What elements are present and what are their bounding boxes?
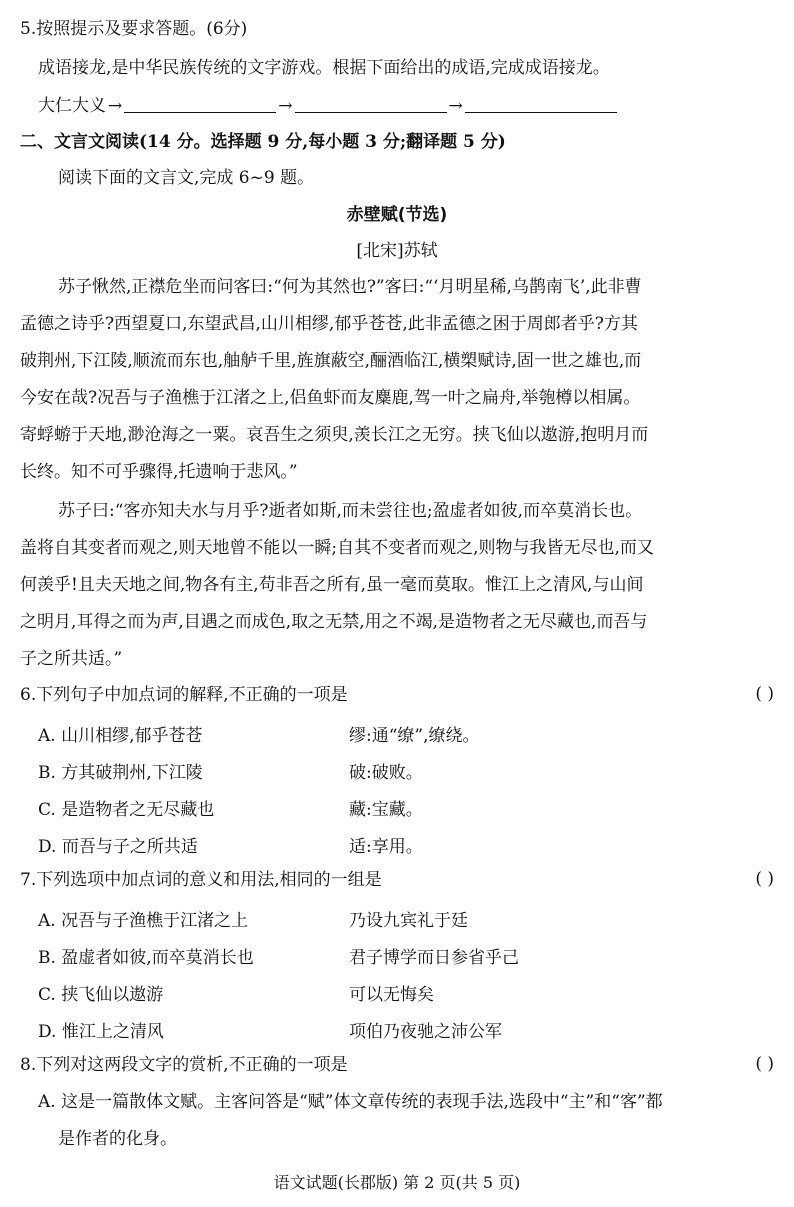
passage-line: 何羡乎!且夫天地之间,物各有主,苟非吾之所有,虽一毫而莫取。惟江上之清风,与山间 <box>20 575 644 595</box>
idiom-chain <box>38 95 617 117</box>
arrow-icon: → <box>448 96 463 116</box>
q6-option-b-gloss: 破:破败。 <box>349 763 423 783</box>
q7-stem: 7.下列选项中加点词的意义和用法,相同的一组是 <box>20 870 382 890</box>
passage-line: 之明月,耳得之而为声,目遇之而成色,取之无禁,用之不竭,是造物者之无尽藏也,而吾与 <box>20 612 648 632</box>
q6-option-a-gloss: 缪:通“缭”,缭绕。 <box>349 726 480 746</box>
passage-line: 苏子愀然,正襟危坐而问客曰:“何为其然也?”客曰:“‘月明星稀,乌鹊南飞’,此非曹 <box>58 277 642 297</box>
q6-stem: 6.下列句子中加点词的解释,不正确的一项是 <box>20 685 348 705</box>
q7-option-c-pair: 可以无悔矣 <box>349 985 434 1005</box>
passage-line: 破荆州,下江陵,顺流而东也,舳舻千里,旌旗蔽空,酾酒临江,横槊赋诗,固一世之雄也,而 <box>20 351 642 371</box>
passage-line: 盖将自其变者而观之,则天地曾不能以一瞬;自其不变者而观之,则物与我皆无尽也,而又 <box>20 538 654 558</box>
q8-option-a[interactable]: A. 这是一篇散体文赋。主客问答是“赋”体文章传统的表现手法,选段中“主”和“客”都 <box>38 1092 663 1112</box>
q6-option-c[interactable]: C. 是造物者之无尽藏也 <box>38 800 215 820</box>
q7-answer-paren[interactable]: ( ) <box>755 869 774 889</box>
q7-option-a[interactable]: A. 况吾与子渔樵于江渚之上 <box>38 911 249 931</box>
q7-option-b[interactable]: B. 盈虚者如彼,而卒莫消长也 <box>38 948 254 968</box>
q8-stem: 8.下列对这两段文字的赏析,不正确的一项是 <box>20 1055 348 1075</box>
q7-option-a-pair: 乃设九宾礼于廷 <box>349 911 468 931</box>
q8-answer-paren[interactable]: ( ) <box>755 1054 774 1074</box>
passage-author: [北宋]苏轼 <box>356 241 438 261</box>
q8-option-a-cont: 是作者的化身。 <box>58 1129 177 1149</box>
passage-line: 长终。知不可乎骤得,托遗响于悲风。” <box>20 462 298 482</box>
q6-option-d[interactable]: D. 而吾与子之所共适 <box>38 837 198 857</box>
q6-option-a[interactable]: A. 山川相缪,郁乎苍苍 <box>38 726 203 746</box>
section-heading: 二、文言文阅读(14 分。选择题 9 分,每小题 3 分;翻译题 5 分) <box>20 132 506 152</box>
q6-option-c-gloss: 藏:宝藏。 <box>349 800 423 820</box>
passage-title: 赤壁赋(节选) <box>346 205 448 225</box>
q6-option-d-gloss: 适:享用。 <box>349 837 423 857</box>
section-instruction: 阅读下面的文言文,完成 6~9 题。 <box>58 168 315 188</box>
arrow-icon: → <box>108 96 123 116</box>
answer-blank-1[interactable] <box>124 96 276 113</box>
q6-answer-paren[interactable]: ( ) <box>755 684 774 704</box>
page-footer: 语文试题(长郡版) 第 2 页(共 5 页) <box>273 1173 521 1192</box>
q7-option-c[interactable]: C. 挟飞仙以遨游 <box>38 985 164 1005</box>
q7-option-b-pair: 君子博学而日参省乎己 <box>349 948 519 968</box>
q7-option-d[interactable]: D. 惟江上之清风 <box>38 1022 164 1042</box>
q7-option-d-pair: 项伯乃夜驰之沛公军 <box>349 1022 502 1042</box>
q6-option-b[interactable]: B. 方其破荆州,下江陵 <box>38 763 203 783</box>
q5-title: 5.按照提示及要求答题。(6分) <box>20 19 248 39</box>
passage-line: 寄蜉蝣于天地,渺沧海之一粟。哀吾生之须臾,羡长江之无穷。挟飞仙以遨游,抱明月而 <box>20 425 649 445</box>
q5-intro: 成语接龙,是中华民族传统的文字游戏。根据下面给出的成语,完成成语接龙。 <box>38 58 610 78</box>
passage-line: 孟德之诗乎?西望夏口,东望武昌,山川相缪,郁乎苍苍,此非孟德之困于周郎者乎?方其 <box>20 314 638 334</box>
idiom-start: 大仁大义 <box>38 96 106 116</box>
passage-line: 今安在哉?况吾与子渔樵于江渚之上,侣鱼虾而友麋鹿,驾一叶之扁舟,举匏樽以相属。 <box>20 388 641 408</box>
answer-blank-2[interactable] <box>295 96 447 113</box>
arrow-icon: → <box>278 96 293 116</box>
answer-blank-3[interactable] <box>465 96 617 113</box>
passage-line: 子之所共适。” <box>20 649 123 669</box>
passage-line: 苏子曰:“客亦知夫水与月乎?逝者如斯,而未尝往也;盈虚者如彼,而卒莫消长也。 <box>58 501 643 521</box>
